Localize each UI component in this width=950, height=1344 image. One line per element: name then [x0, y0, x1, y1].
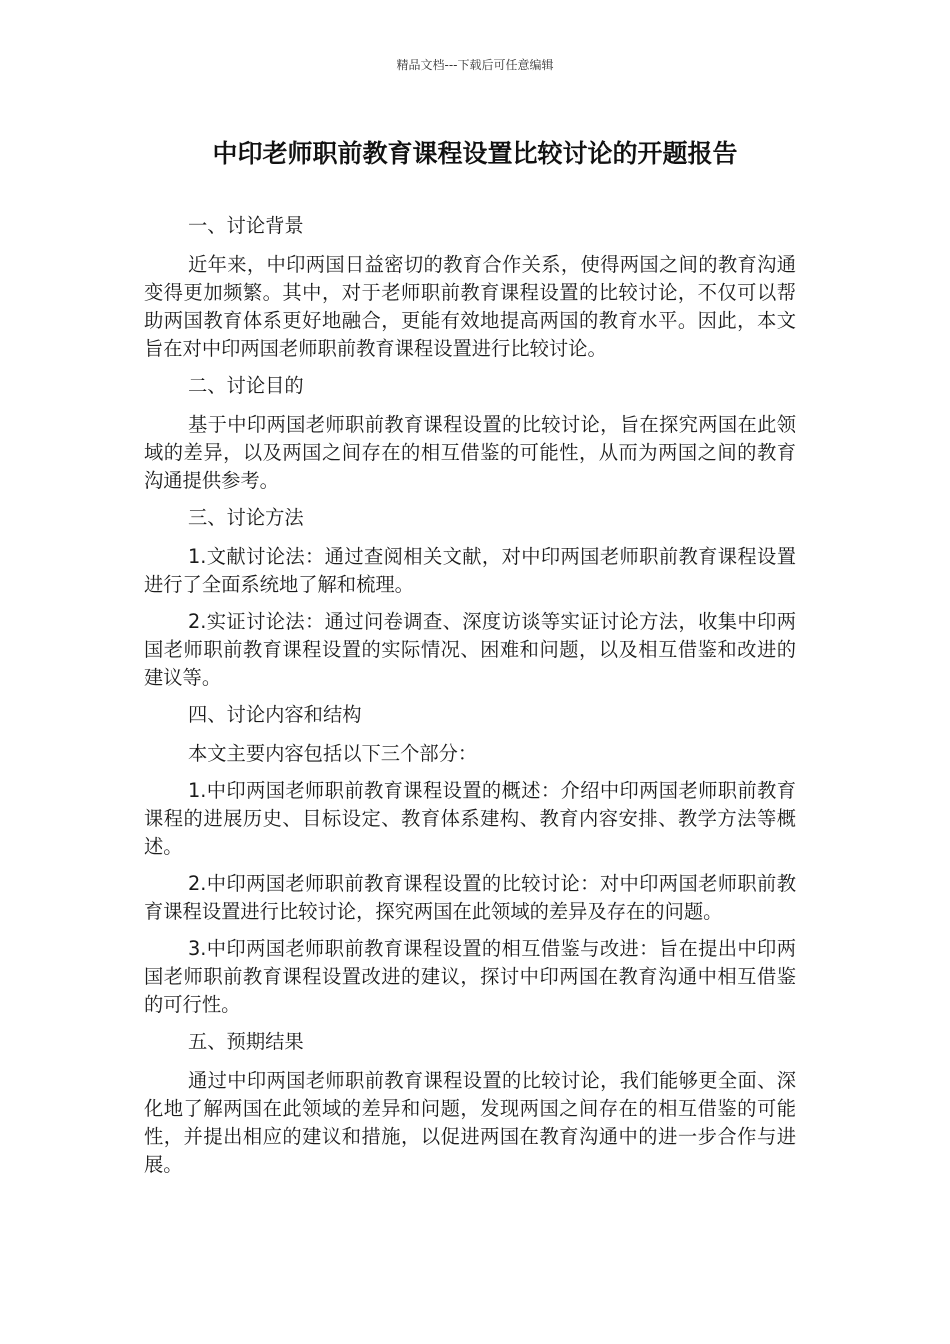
- paragraph-content-part1: 1.中印两国老师职前教育课程设置的概述：介绍中印两国老师职前教育课程的进展历史、目标设定、教育体系建构、教育内容安排、教学方法等概述。: [144, 779, 796, 858]
- section-heading-background: 一、讨论背景: [188, 214, 304, 237]
- paragraph-content-part2: 2.中印两国老师职前教育课程设置的比较讨论：对中印两国老师职前教育课程设置进行比较讨论，探究两国在此领域的差异及存在的问题。: [144, 872, 796, 923]
- paragraph-method-literature: 1.文献讨论法：通过查阅相关文献，对中印两国老师职前教育课程设置进行了全面系统地了解和梳理。: [144, 545, 796, 596]
- section-heading-purpose: 二、讨论目的: [188, 374, 304, 397]
- section-heading-results: 五、预期结果: [188, 1030, 304, 1053]
- document-body: [144, 212, 796, 1188]
- paragraph-purpose: 基于中印两国老师职前教育课程设置的比较讨论，旨在探究两国在此领域的差异，以及两国之间存在的相互借鉴的可能性，从而为两国之间的教育沟通提供参考。: [144, 413, 796, 492]
- paragraph-method-empirical: 2.实证讨论法：通过问卷调查、深度访谈等实证讨论方法，收集中印两国老师职前教育课程设置的实际情况、困难和问题，以及相互借鉴和改进的建议等。: [144, 610, 796, 689]
- section-heading-method: 三、讨论方法: [188, 506, 304, 529]
- paragraph-content-part3: 3.中印两国老师职前教育课程设置的相互借鉴与改进：旨在提出中印两国老师职前教育课程设置改进的建议，探讨中印两国在教育沟通中相互借鉴的可行性。: [144, 937, 796, 1016]
- paragraph-content-intro: 本文主要内容包括以下三个部分：: [188, 742, 478, 765]
- section-heading-content: 四、讨论内容和结构: [188, 703, 362, 726]
- page-header: 精品文档---下载后可任意编辑: [396, 58, 554, 72]
- paragraph-results: 通过中印两国老师职前教育课程设置的比较讨论，我们能够更全面、深化地了解两国在此领域的差异和问题，发现两国之间存在的相互借鉴的可能性，并提出相应的建议和措施，以促进两国在教育沟通中的进一步合作与进展。: [144, 1069, 796, 1176]
- document-title: 中印老师职前教育课程设置比较讨论的开题报告: [212, 139, 738, 168]
- paragraph-background: 近年来，中印两国日益密切的教育合作关系，使得两国之间的教育沟通变得更加频繁。其中，对于老师职前教育课程设置的比较讨论，不仅可以帮助两国教育体系更好地融合，更能有效地提高两国的教育水平。因此，本文旨在对中印两国老师职前教育课程设置进行比较讨论。: [144, 253, 796, 360]
